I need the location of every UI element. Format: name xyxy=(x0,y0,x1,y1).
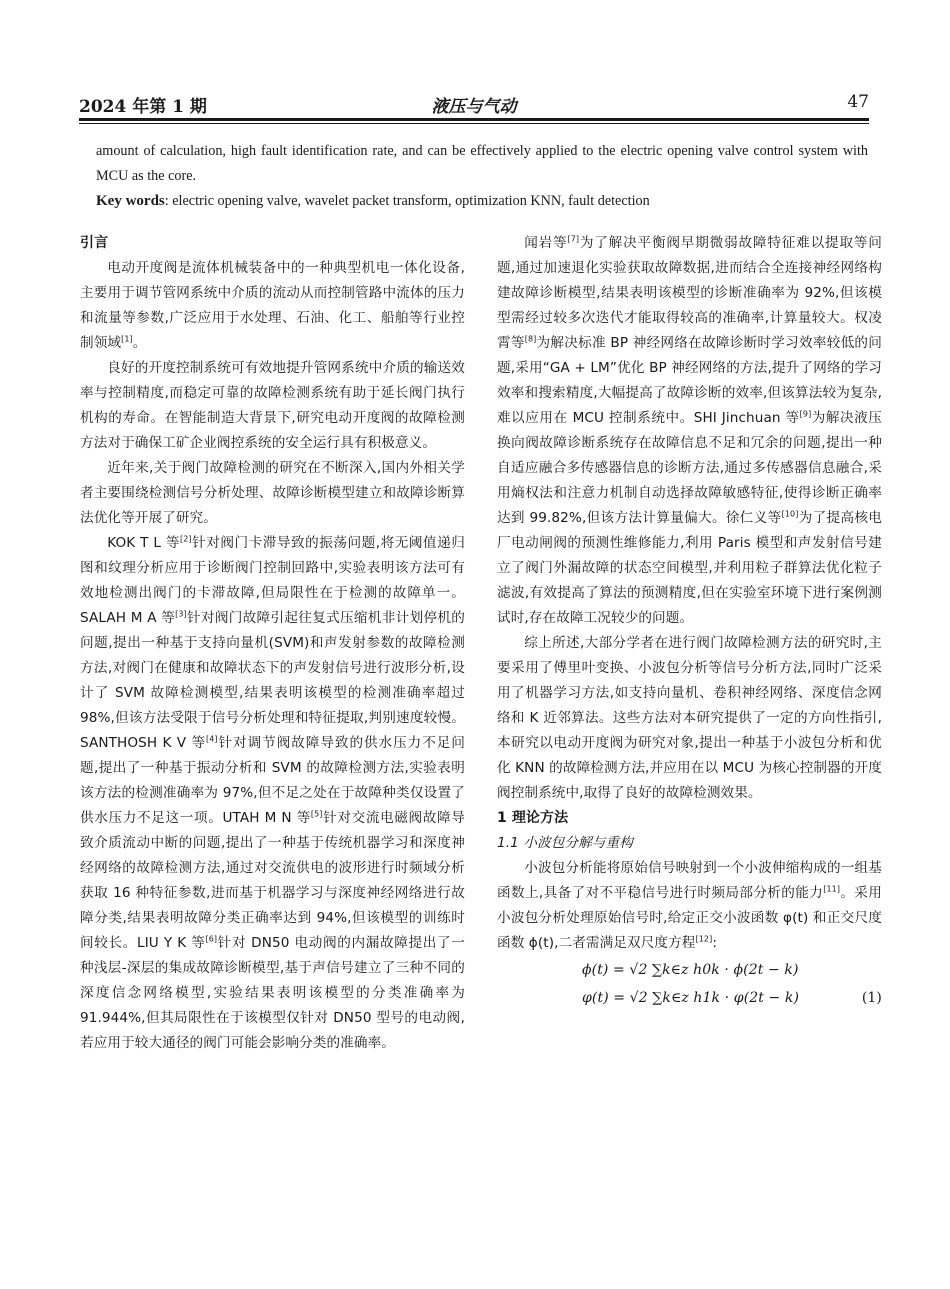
p7-text-a: 小波包分析能将原始信号映射到一个小波伸缩构成的一组基函数上,具备了对不平稳信号进行时频局部分析的能力 xyxy=(497,860,882,901)
citation[interactable]: [4] xyxy=(206,734,218,744)
intro-heading: 引言 xyxy=(80,235,109,251)
keywords-line xyxy=(96,189,868,214)
citation[interactable]: [10] xyxy=(781,509,799,519)
paragraph-3: 近年来,关于阀门故障检测的研究在不断深入,国内外相关学者主要围绕检测信号分析处理、故障诊断模型建立和故障诊断算法优化等开展了研究。 xyxy=(80,460,465,526)
citation[interactable]: [9] xyxy=(799,409,812,419)
paragraph-7 xyxy=(497,856,882,956)
paragraph-4 xyxy=(80,531,465,1056)
p4-text-e: 针对交流电磁阀故障导致介质流动中断的问题,提出了一种基于传统机器学习和深度神经网络的故障检测方法,通过对交流供电的波形进行时频域分析获取 16 种特征参数,进而基于机器学习与深度神经网络进行故障分类,结果表明故障分类正确率达到 94%,但该模型的训练时间较长。LIU Y K 等 xyxy=(80,810,465,951)
citation[interactable]: [12] xyxy=(695,934,713,944)
equation-1 xyxy=(497,956,882,1004)
citation[interactable]: [2] xyxy=(180,534,192,544)
citation[interactable]: [6] xyxy=(205,934,218,944)
p5-text-a: 闻岩等 xyxy=(524,235,568,251)
section-1-heading: 1 理论方法 xyxy=(497,810,569,826)
p1-text: 电动开度阀是流体机械装备中的一种典型机电一体化设备,主要用于调节管网系统中介质的流动从而控制管路中流体的压力和流量等参数,广泛应用于水处理、石油、化工、船舶等行业控制领域 xyxy=(80,260,465,351)
paragraph-6: 综上所述,大部分学者在进行阀门故障检测方法的研究时,主要采用了傅里叶变换、小波包分析等信号分析方法,同时广泛采用了机器学习方法,如支持向量机、卷积神经网络、深度信念网络和 K 近邻算法。这些方法对本研究提供了一定的方向性指引,本研究以电动开度阀为研究对象,提出一种基于小波包分析和优化 KNN 的故障检测方法,并应用在以 MCU 为核心控制器的开度阀控制系统中,取得了良好的故障检测效果。 xyxy=(497,635,882,801)
p5-text-b: 为了解决平衡阀早期微弱故障特征难以提取等问题,通过加速退化实验获取故障数据,进而结合全连接神经网络构建故障诊断模型,结果表明该模型的诊断准确率为 92%,但该模型需经过较多次迭代才能取得较高的准确率,计算量较大。权凌霄等 xyxy=(497,235,882,351)
equation-line-1: ϕ(t) = √2 ∑k∈z h0k · ϕ(2t − k) xyxy=(582,962,799,978)
header-rule-thin xyxy=(79,123,869,124)
running-header xyxy=(79,92,869,116)
abstract-tail: amount of calculation, high fault identification rate, and can be effectively applied to the electric opening valve control system with MCU as the core. xyxy=(96,143,868,184)
p4-text-b: 针对阀门卡滞导致的振荡问题,将无阈值递归图和纹理分析应用于诊断阀门控制回路中,实验表明该方法可有效地检测出阀门的卡滞故障,但局限性在于检测的故障单一。SALAH M A 等 xyxy=(80,535,465,626)
citation[interactable]: [7] xyxy=(567,234,580,244)
citation[interactable]: [11] xyxy=(823,884,841,894)
keywords-label: Key words xyxy=(96,193,165,209)
equation-line-2: φ(t) = √2 ∑k∈z h1k · φ(2t − k) xyxy=(582,990,800,1006)
p4-text-c: 针对阀门故障引起往复式压缩机非计划停机的问题,提出一种基于支持向量机(SVM)和声发射参数的故障检测方法,对阀门在健康和故障状态下的声发射信号进行波形分析,设计了 SVM 故障检测模型,结果表明该模型的检测准确率超过 98%,但该方法受限于信号分析处理和特征提取,判别速度较慢。SANTHOSH K V 等 xyxy=(80,610,465,751)
paragraph-1 xyxy=(80,256,465,356)
p4-text-d: 针对调节阀故障导致的供水压力不足问题,提出了一种基于振动分析和 SVM 的故障检测方法,实验表明该方法的检测准确率为 97%,但不足之处在于故障种类仅设置了供水压力不足这一项。UTAH M N 等 xyxy=(80,735,465,826)
paragraph-2: 良好的开度控制系统可有效地提升管网系统中介质的输送效率与控制精度,而稳定可靠的故障检测系统有助于延长阀门执行机构的寿命。在智能制造大背景下,研究电动开度阀的故障检测方法对于确保工矿企业阀控系统的安全运行具有积极意义。 xyxy=(80,360,465,451)
p4-text-f: 针对 DN50 电动阀的内漏故障提出了一种浅层-深层的集成故障诊断模型,基于声信号建立了三种不同的深度信念网络模型,实验结果表明该模型的分类准确率为 91.944%,但其局限性在于该模型仅针对 DN50 型号的电动阀,若应用于较大通径的阀门可能会影响分类的准确率。 xyxy=(80,935,466,1051)
journal-title: 液压与气动 xyxy=(431,97,517,117)
left-column xyxy=(80,231,465,1056)
paragraph-5 xyxy=(497,231,882,631)
keywords-separator: : xyxy=(164,193,169,209)
citation[interactable]: [1] xyxy=(121,334,133,344)
p1-end: 。 xyxy=(132,335,147,351)
header-rule-thick xyxy=(79,118,869,121)
page-number: 47 xyxy=(847,92,869,112)
citation[interactable]: [8] xyxy=(524,334,537,344)
p5-text-c: 为解决标准 BP 神经网络在故障诊断时学习效率较低的问题,采用“GA + LM”优化 BP 神经网络的方法,提升了网络的学习效率和搜索精度,大幅提高了故障诊断的效率,但该算法较为复杂,难以应用在 MCU 控制系统中。SHI Jinchuan 等 xyxy=(497,335,882,426)
keywords-text: electric opening valve, wavelet packet transform, optimization KNN, fault detection xyxy=(172,193,650,209)
issue-label: 2024 年第 1 期 xyxy=(79,97,207,117)
section-1-1-heading: 1.1 小波包分解与重构 xyxy=(497,835,633,851)
p7-text-c: : xyxy=(712,935,717,951)
p5-text-e: 为了提高核电厂电动闸阀的预测性维修能力,利用 Paris 模型和声发射信号建立了阀门外漏故障的状态空间模型,并利用粒子群算法优化粒子滤波,有效提高了算法的预测精度,但在实验室环境下进行案例测试时,存在故障工况较少的问题。 xyxy=(497,510,882,626)
equation-number: (1) xyxy=(861,990,882,1006)
right-column xyxy=(497,231,882,1004)
p4-text-a: KOK T L 等 xyxy=(107,535,181,551)
citation[interactable]: [3] xyxy=(175,609,187,619)
p5-text-d: 为解决液压换向阀故障诊断系统存在故障信息不足和冗余的问题,提出一种自适应融合多传感器信息的诊断方法,通过多传感器信息融合,采用熵权法和注意力机制自动选择故障敏感特征,使得诊断正确率达到 99.82%,但该方法计算量偏大。徐仁义等 xyxy=(497,410,883,526)
citation[interactable]: [5] xyxy=(310,809,323,819)
p7-text-b: 。采用小波包分析处理原始信号时,给定正交小波函数 φ(t) 和正交尺度函数 ϕ(t),二者需满足双尺度方程 xyxy=(497,885,882,951)
